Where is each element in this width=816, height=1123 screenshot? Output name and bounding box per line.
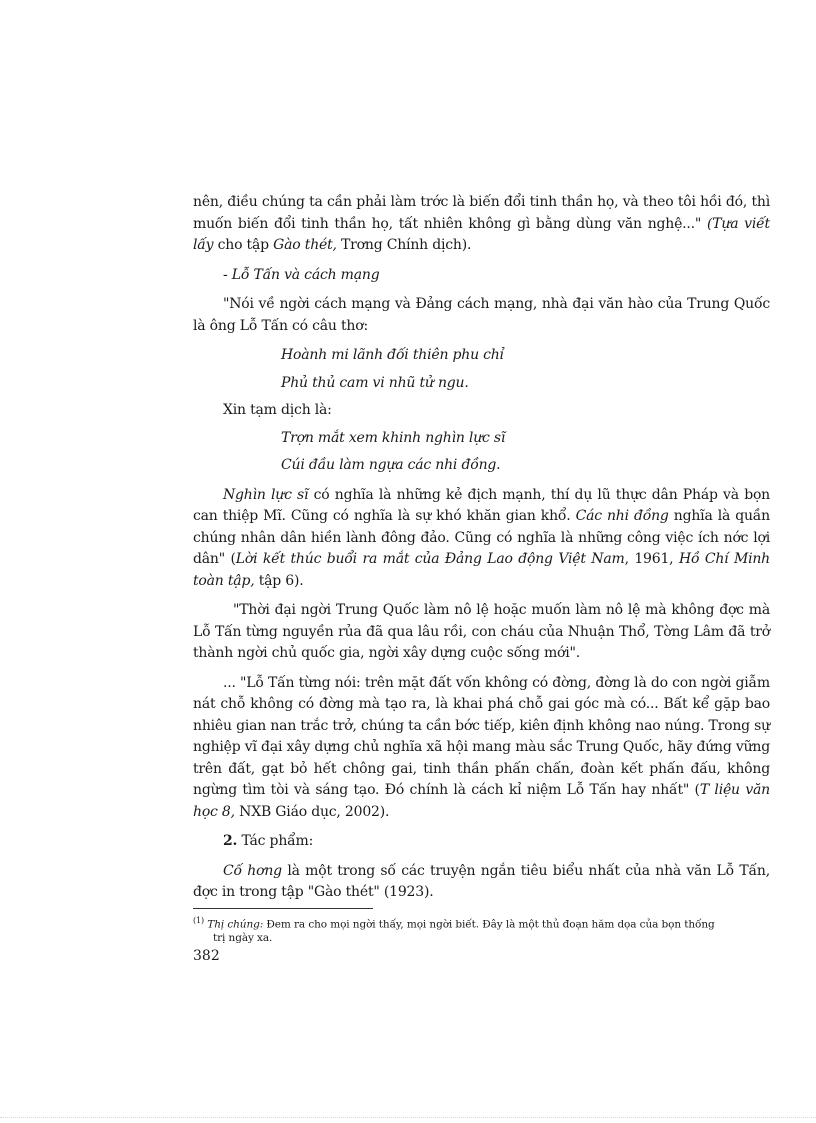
italic-text: Gào thét, — [273, 237, 337, 253]
poem-line: Trợn mắt xem khinh nghìn lực sĩ — [281, 429, 506, 446]
text: nên, điều chúng ta cần phải làm trớc là biến đổi tinh thần họ, và theo tôi hồi đó, thì muốn biến đổi tinh thần họ, tất nhiên không gì bằng dùng văn nghệ..." — [193, 194, 770, 232]
paragraph-1 — [193, 192, 770, 257]
italic-text: (Tựa viết lấy — [193, 215, 770, 253]
page-number: 382 — [193, 948, 220, 964]
text: ... "Lỗ Tấn từng nói: trên mặt đất vốn không có đờng, đờng là do con ngời giẫm nát chỗ không có đờng mà tạo ra, là khai phá chỗ gai góc mà có... Bất kể gặp bao nhiêu gian nan trắc trở, chúng ta cần bớc tiếp, kiên định không nao núng. Trong sự nghiệp vĩ đại xây dựng chủ nghĩa xã hội mang màu sắc Trung Quốc, hãy đứng vững trên đất, gạt bỏ hết chông gai, tinh thần phấn chấn, đoàn kết phấn đấu, không ngừng tìm tòi và sáng tạo. Đó chính là cách kỉ niệm Lỗ Tấn hay nhất" ( — [193, 674, 770, 798]
poem-line: Cúi đầu làm ngựa các nhi đồng. — [281, 457, 501, 473]
section-subheading: - Lỗ Tấn và cách mạng — [223, 266, 380, 283]
poem-line: Phủ thủ cam vi nhũ tử ngu. — [281, 374, 469, 391]
section-title: Tác phẩm: — [237, 833, 314, 849]
paragraph-4: "Thời đại ngời Trung Quốc làm nô lệ hoặc muốn làm nô lệ mà không đợc mà Lỗ Tấn từng nguyền rủa đã qua lâu rồi, con cháu của Nhuận Thổ, Tờng Lâm đã trở thành ngời chủ quốc gia, ngời xây dựng cuộc sống mới". — [193, 602, 770, 661]
text: , 1961, — [624, 551, 679, 567]
text: có nghĩa là những kẻ địch mạnh, thí dụ lũ thực dân Pháp và bọn can thiệp Mĩ. Cũng có nghĩa là sự khó khăn gian khổ. — [193, 486, 770, 524]
paragraph-5 — [193, 673, 770, 824]
footnote-term: Thị chúng: — [207, 918, 264, 930]
text: là một trong số các truyện ngắn tiêu biểu nhất của nhà văn Lỗ Tấn, đợc in trong tập "Gào thét" (1923). — [193, 862, 770, 900]
translation-intro: Xin tạm dịch là: — [223, 402, 332, 418]
footnote — [193, 914, 770, 946]
footnote-text: trị ngày xa. — [213, 932, 273, 944]
italic-text: Các nhi đồng — [575, 508, 669, 524]
text: Trơng Chính dịch). — [336, 237, 472, 253]
text: nghĩa là quần chúng nhân dân hiền lành đông đảo. Cũng có nghĩa là những công việc ích nớc lợi dân" ( — [193, 508, 770, 567]
italic-text: Nghìn lực sĩ — [223, 486, 309, 503]
section-number: 2. — [223, 833, 238, 849]
italic-text: Hồ Chí Minh toàn tập, — [193, 551, 770, 589]
italic-text: T liệu văn học 8, — [193, 782, 770, 820]
section-heading — [223, 831, 770, 853]
text: cho tập — [213, 237, 274, 253]
document-body — [193, 192, 770, 945]
paragraph-6 — [193, 861, 770, 904]
bottom-divider — [0, 1117, 816, 1118]
footnote-text: Đem ra cho mọi ngời thấy, mọi ngời biết. Đây là một thủ đoạn hăm dọa của bọn thống — [263, 918, 715, 930]
italic-text: Lời kết thúc buổi ra mắt của Đảng Lao động Việt Nam — [235, 551, 625, 567]
paragraph-3 — [193, 485, 770, 593]
text: NXB Giáo dục, 2002). — [234, 803, 390, 820]
text: tập 6). — [254, 572, 304, 589]
italic-text: Cố hơng — [223, 862, 282, 879]
footnote-mark: (1) — [193, 915, 205, 925]
poem-line: Hoành mi lãnh đối thiên phu chỉ — [281, 347, 504, 363]
paragraph-2: "Nói về ngời cách mạng và Đảng cách mạng, nhà đại văn hào của Trung Quốc là ông Lỗ Tấn có câu thơ: — [193, 296, 770, 334]
footnote-divider — [193, 908, 373, 909]
